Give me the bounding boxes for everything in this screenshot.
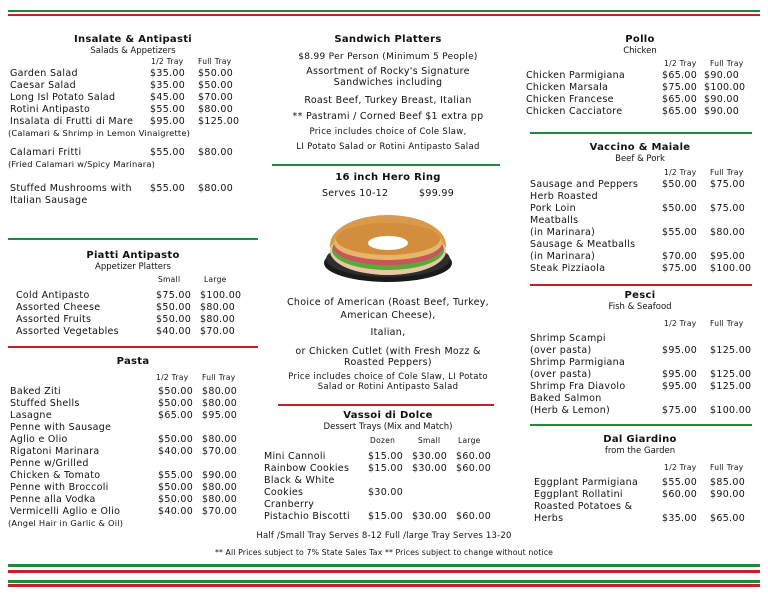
dolce-headers	[262, 435, 514, 447]
item-price-full: $125.00	[710, 369, 752, 380]
menu-item	[522, 191, 758, 203]
footer-tax-note: ** All Prices subject to 7% State Sales Tax ** Prices subject to change without notice	[214, 548, 554, 557]
item-price-full: $90.00	[704, 94, 740, 105]
menu-item	[522, 405, 758, 417]
item-name: Penne alla Vodka	[10, 494, 96, 505]
item-name: Rainbow Cookies	[264, 463, 350, 474]
item-price-full: $90.00	[710, 489, 746, 500]
item-price-full: $65.00	[710, 513, 746, 524]
menu-item	[8, 314, 258, 326]
header-half-tray: 1/2 Tray	[664, 319, 697, 328]
item-price-half: $55.00	[662, 227, 698, 238]
flag-stripe-green-bottom	[8, 564, 760, 567]
vaccino-title: Vaccino & Maiale	[589, 142, 691, 153]
piatti-headers	[8, 274, 258, 286]
hero-serves-price	[262, 188, 514, 199]
insalate-section	[8, 34, 258, 207]
item-price-half: $95.00	[662, 345, 698, 356]
item-price-full: $70.00	[202, 506, 238, 517]
header-full-tray: Full Tray	[710, 463, 744, 472]
menu-item	[8, 183, 258, 195]
item-name: Eggplant Parmigiana	[534, 477, 639, 488]
hero-choice-1: Choice of American (Roast Beef, Turkey,	[286, 297, 490, 308]
item-price-half: $50.00	[662, 179, 698, 190]
item-price-small: $40.00	[156, 326, 192, 337]
pesci-subtitle: Fish & Seafood	[608, 302, 672, 312]
item-price-half: $35.00	[662, 513, 698, 524]
menu-item	[522, 513, 758, 525]
menu-item	[522, 70, 758, 82]
item-name: Shrimp Parmigiana	[530, 357, 626, 368]
item-price-dozen: $30.00	[368, 487, 404, 498]
sandwich-section	[262, 34, 514, 152]
hero-choice-3: Italian,	[370, 327, 406, 338]
vaccino-list	[522, 179, 758, 275]
menu-item	[522, 477, 758, 489]
header-full-tray: Full Tray	[710, 59, 744, 68]
menu-item	[8, 386, 258, 398]
piatti-section	[8, 250, 258, 338]
menu-item	[522, 501, 758, 513]
item-name: Baked Salmon	[530, 393, 602, 404]
item-price-small: $50.00	[156, 302, 192, 313]
item-name: Herbs	[534, 513, 564, 524]
item-name: Caesar Salad	[10, 80, 76, 91]
item-name: Pork Loin	[530, 203, 576, 214]
item-price-dozen: $15.00	[368, 463, 404, 474]
item-price-large: $70.00	[200, 326, 236, 337]
pesci-list	[522, 333, 758, 417]
item-name: Shrimp Fra Diavolo	[530, 381, 626, 392]
footer-serves: Half /Small Tray Serves 8-12 Full /large Tray Serves 13-20	[256, 531, 512, 541]
dolce-list	[262, 451, 514, 523]
dolce-title: Vassoi di Dolce	[343, 410, 433, 421]
item-name: Sausage and Peppers	[530, 179, 639, 190]
vaccino-headers	[522, 167, 758, 179]
piatti-title: Piatti Antipasto	[86, 250, 180, 261]
pasta-section	[8, 356, 258, 528]
menu-item	[522, 94, 758, 106]
item-price-half: $60.00	[662, 489, 698, 500]
vaccino-section	[522, 142, 758, 275]
item-price-full: $90.00	[202, 470, 238, 481]
item-name: Lasagne	[10, 410, 52, 421]
item-name: Chicken Parmigiana	[526, 70, 626, 81]
item-price-half: $65.00	[662, 106, 698, 117]
item-price-half: $75.00	[662, 405, 698, 416]
menu-item	[8, 68, 258, 80]
menu-item	[522, 215, 758, 227]
item-name: (Herb & Lemon)	[530, 405, 611, 416]
item-price-half: $75.00	[662, 82, 698, 93]
menu-item	[522, 82, 758, 94]
hero-choice-2: American Cheese),	[340, 310, 436, 321]
item-price-full: $80.00	[198, 104, 234, 115]
menu-item	[8, 494, 258, 506]
hero-serves: Serves 10-12	[321, 188, 389, 199]
item-price-half: $50.00	[158, 386, 194, 397]
item-price-half: $75.00	[662, 263, 698, 274]
item-price-half: $35.00	[150, 68, 186, 79]
menu-item	[8, 116, 258, 128]
item-price-half: $50.00	[158, 494, 194, 505]
hero-ring-image	[262, 203, 514, 287]
item-price-small: $75.00	[156, 290, 192, 301]
menu-item	[522, 263, 758, 275]
item-price-half: $95.00	[150, 116, 186, 127]
item-price-full: $80.00	[198, 183, 234, 194]
item-name: Pistachio Biscotti	[264, 511, 351, 522]
item-name: Calamari Fritti	[10, 147, 82, 158]
divider-green	[8, 238, 258, 240]
item-price-full: $80.00	[710, 227, 746, 238]
piatti-list	[8, 290, 258, 338]
header-half-tray: 1/2 Tray	[664, 59, 697, 68]
pollo-list	[522, 70, 758, 118]
giardino-subtitle: from the Garden	[604, 446, 676, 456]
item-price-full: $80.00	[202, 386, 238, 397]
sandwich-includes-1: Price includes choice of Cole Slaw,	[309, 127, 467, 137]
insalate-subtitle: Salads & Appetizers	[90, 46, 176, 56]
item-name: (in Marinara)	[530, 251, 596, 262]
item-name: Herb Roasted	[530, 191, 598, 202]
item-name: Chicken Marsala	[526, 82, 609, 93]
menu-item	[8, 434, 258, 446]
hero-includes-2: Salad or Rotini Antipasto Salad	[317, 382, 459, 392]
item-price-half: $65.00	[662, 70, 698, 81]
pesci-section	[522, 290, 758, 417]
item-price-full: $70.00	[202, 446, 238, 457]
divider-red	[8, 346, 258, 348]
item-name: Stuffed Shells	[10, 398, 80, 409]
pasta-note: (Angel Hair in Garlic & Oil)	[8, 518, 124, 528]
item-name: Cranberry	[264, 499, 315, 510]
flag-stripe-red-bottom-2	[8, 584, 760, 587]
item-price-large: $80.00	[200, 302, 236, 313]
item-price-full: $125.00	[198, 116, 240, 127]
hero-section	[262, 172, 514, 392]
item-price-full: $100.00	[704, 82, 746, 93]
flag-stripe-green-bottom-2	[8, 580, 760, 583]
divider-green	[272, 164, 500, 166]
item-price-small: $30.00	[412, 511, 448, 522]
menu-item	[522, 251, 758, 263]
item-price-half: $45.00	[150, 92, 186, 103]
item-price-half: $55.00	[150, 183, 186, 194]
header-small: Small	[158, 275, 181, 284]
menu-item	[522, 179, 758, 191]
item-price-half: $65.00	[662, 94, 698, 105]
pollo-headers	[522, 58, 758, 70]
item-price-small: $30.00	[412, 463, 448, 474]
dolce-section	[262, 410, 514, 523]
menu-item	[262, 463, 514, 475]
item-name: Aglio e Olio	[10, 434, 68, 445]
item-name: Stuffed Mushrooms with	[10, 183, 132, 194]
divider-red	[278, 404, 494, 406]
item-name: Meatballs	[530, 215, 579, 226]
item-name: Chicken & Tomato	[10, 470, 101, 481]
menu-item	[522, 381, 758, 393]
header-dozen: Dozen	[370, 436, 396, 445]
giardino-title: Dal Giardino	[603, 434, 677, 445]
pollo-subtitle: Chicken	[623, 46, 657, 56]
menu-item	[8, 398, 258, 410]
item-price-half: $65.00	[158, 410, 194, 421]
insalate-note-seafood: (Calamari & Shrimp in Lemon Vinaigrette)	[8, 128, 191, 138]
item-price-full: $80.00	[198, 147, 234, 158]
item-price-large: $60.00	[456, 511, 492, 522]
item-name: Steak Pizziaola	[530, 263, 606, 274]
hero-choice-4: or Chicken Cutlet (with Fresh Mozz &	[295, 346, 481, 357]
sandwich-includes-2: LI Potato Salad or Rotini Antipasto Salad	[296, 142, 480, 152]
sandwich-meats: Roast Beef, Turkey Breast, Italian	[304, 95, 472, 106]
dolce-subtitle: Dessert Trays (Mix and Match)	[323, 422, 453, 432]
giardino-section	[522, 434, 758, 525]
item-price-full: $90.00	[704, 70, 740, 81]
item-name: Baked Ziti	[10, 386, 61, 397]
item-name: Chicken Cacciatore	[526, 106, 623, 117]
item-name: Cookies	[264, 487, 304, 498]
item-price-half: $40.00	[158, 446, 194, 457]
menu-item	[522, 333, 758, 345]
sandwich-price: $8.99 Per Person (Minimum 5 People)	[298, 52, 478, 62]
sandwich-extra: ** Pastrami / Corned Beef $1 extra pp	[292, 111, 484, 122]
item-name: Roasted Potatoes &	[534, 501, 633, 512]
item-price-full: $100.00	[710, 263, 752, 274]
item-price-large: $60.00	[456, 463, 492, 474]
item-price-full: $95.00	[710, 251, 746, 262]
header-full-tray: Full Tray	[710, 168, 744, 177]
item-price-half: $35.00	[150, 80, 186, 91]
menu-item	[522, 345, 758, 357]
insalate-headers	[8, 56, 258, 68]
item-price-full: $80.00	[202, 494, 238, 505]
item-name: Shrimp Scampi	[530, 333, 606, 344]
menu-item	[8, 410, 258, 422]
item-name: Mini Cannoli	[264, 451, 326, 462]
flag-stripe-red-top	[8, 14, 760, 16]
item-price-large: $80.00	[200, 314, 236, 325]
menu-item	[8, 422, 258, 434]
item-price-half: $55.00	[662, 477, 698, 488]
item-price-full: $80.00	[202, 434, 238, 445]
item-name: (over pasta)	[530, 369, 592, 380]
menu-item	[522, 203, 758, 215]
menu-item	[522, 239, 758, 251]
pesci-title: Pesci	[624, 290, 656, 301]
header-half-tray: 1/2 Tray	[664, 168, 697, 177]
header-full-tray: Full Tray	[198, 57, 232, 66]
item-price-dozen: $15.00	[368, 451, 404, 462]
menu-item	[262, 511, 514, 523]
item-name: Rigatoni Marinara	[10, 446, 100, 457]
hero-includes-1: Price includes choice of Cole Slaw, LI Potato	[288, 372, 488, 382]
item-name: Sausage & Meatballs	[530, 239, 636, 250]
flag-stripe-green-top	[8, 10, 760, 12]
hero-price: $99.99	[419, 188, 455, 199]
item-name: Black & White	[264, 475, 335, 486]
header-half-tray: 1/2 Tray	[156, 373, 189, 382]
header-small: Small	[418, 436, 441, 445]
divider-green	[530, 424, 752, 426]
header-half-tray: 1/2 Tray	[151, 57, 184, 66]
pollo-section	[522, 34, 758, 118]
giardino-list	[522, 477, 758, 525]
item-price-half: $50.00	[662, 203, 698, 214]
item-name: Assorted Vegetables	[16, 326, 119, 337]
item-name: Penne w/Grilled	[10, 458, 89, 469]
item-price-half: $95.00	[662, 369, 698, 380]
menu-item	[8, 482, 258, 494]
item-price-half: $50.00	[158, 398, 194, 409]
header-full-tray: Full Tray	[202, 373, 236, 382]
item-price-small: $30.00	[412, 451, 448, 462]
menu-item	[262, 475, 514, 487]
hero-title: 16 inch Hero Ring	[335, 172, 441, 183]
header-half-tray: 1/2 Tray	[664, 463, 697, 472]
divider-green	[530, 132, 752, 134]
item-name: Assorted Cheese	[16, 302, 101, 313]
header-large: Large	[204, 275, 227, 284]
item-name: (in Marinara)	[530, 227, 596, 238]
item-price-full: $90.00	[704, 106, 740, 117]
sandwich-desc-1: Assortment of Rocky's Signature	[306, 66, 470, 77]
item-price-full: $75.00	[710, 203, 746, 214]
menu-item	[522, 489, 758, 501]
item-name: Italian Sausage	[10, 195, 88, 206]
menu-item	[8, 147, 258, 159]
divider-red	[530, 284, 752, 286]
item-price-half: $55.00	[150, 147, 186, 158]
item-price-full: $75.00	[710, 179, 746, 190]
menu-item	[8, 458, 258, 470]
flag-stripe-red-bottom	[8, 570, 760, 573]
menu-item	[262, 499, 514, 511]
sandwich-desc-2: Sandwiches including	[333, 77, 443, 88]
item-name: Chicken Francese	[526, 94, 614, 105]
item-price-full: $80.00	[202, 398, 238, 409]
menu-item	[8, 290, 258, 302]
menu-item	[522, 393, 758, 405]
menu-item-continued	[8, 195, 258, 207]
item-price-large: $100.00	[200, 290, 242, 301]
item-name: Assorted Fruits	[16, 314, 92, 325]
item-price-full: $125.00	[710, 345, 752, 356]
pasta-list	[8, 386, 258, 518]
menu-item	[8, 446, 258, 458]
menu-item	[8, 470, 258, 482]
pollo-title: Pollo	[625, 34, 655, 45]
sandwich-title: Sandwich Platters	[334, 34, 442, 45]
insalate-list	[8, 68, 258, 128]
item-name: Rotini Antipasto	[10, 104, 91, 115]
item-price-large: $60.00	[456, 451, 492, 462]
header-large: Large	[458, 436, 481, 445]
menu-item	[522, 357, 758, 369]
item-name: Garden Salad	[10, 68, 78, 79]
item-price-half: $55.00	[158, 470, 194, 481]
header-full-tray: Full Tray	[710, 319, 744, 328]
item-price-full: $100.00	[710, 405, 752, 416]
vaccino-subtitle: Beef & Pork	[615, 154, 665, 164]
pasta-headers	[8, 372, 258, 384]
item-price-half: $50.00	[158, 434, 194, 445]
item-price-half: $50.00	[158, 482, 194, 493]
insalate-title: Insalate & Antipasti	[73, 34, 193, 45]
item-name: Penne with Sausage	[10, 422, 112, 433]
item-price-full: $80.00	[202, 482, 238, 493]
item-price-half: $70.00	[662, 251, 698, 262]
insalate-note-calamari: (Fried Calamari w/Spicy Marinara)	[8, 159, 156, 169]
menu-item	[8, 92, 258, 104]
item-name: Vermicelli Aglio e Olio	[10, 506, 121, 517]
piatti-subtitle: Appetizer Platters	[95, 262, 171, 272]
menu-item	[8, 80, 258, 92]
menu-item	[262, 451, 514, 463]
item-price-full: $70.00	[198, 92, 234, 103]
item-name: Penne with Broccoli	[10, 482, 109, 493]
item-price-dozen: $15.00	[368, 511, 404, 522]
item-name: (over pasta)	[530, 345, 592, 356]
item-name: Eggplant Rollatini	[534, 489, 623, 500]
menu-item	[262, 487, 514, 499]
menu-item	[522, 106, 758, 118]
item-name: Insalata di Frutti di Mare	[10, 116, 134, 127]
pesci-headers	[522, 318, 758, 330]
item-price-full: $50.00	[198, 80, 234, 91]
menu-item	[8, 302, 258, 314]
item-price-full: $85.00	[710, 477, 746, 488]
item-name: Cold Antipasto	[16, 290, 90, 301]
hero-choice-5: Roasted Peppers)	[344, 357, 432, 368]
item-name: Long Isl Potato Salad	[10, 92, 116, 103]
item-price-half: $95.00	[662, 381, 698, 392]
item-price-full: $95.00	[202, 410, 238, 421]
pasta-title: Pasta	[116, 356, 150, 367]
menu-item	[8, 326, 258, 338]
menu-item	[522, 227, 758, 239]
item-price-half: $40.00	[158, 506, 194, 517]
item-price-half: $55.00	[150, 104, 186, 115]
menu-item	[522, 369, 758, 381]
menu-item	[8, 104, 258, 116]
giardino-headers	[522, 462, 758, 474]
item-price-small: $50.00	[156, 314, 192, 325]
menu-item	[8, 506, 258, 518]
item-price-full: $125.00	[710, 381, 752, 392]
item-price-full: $50.00	[198, 68, 234, 79]
